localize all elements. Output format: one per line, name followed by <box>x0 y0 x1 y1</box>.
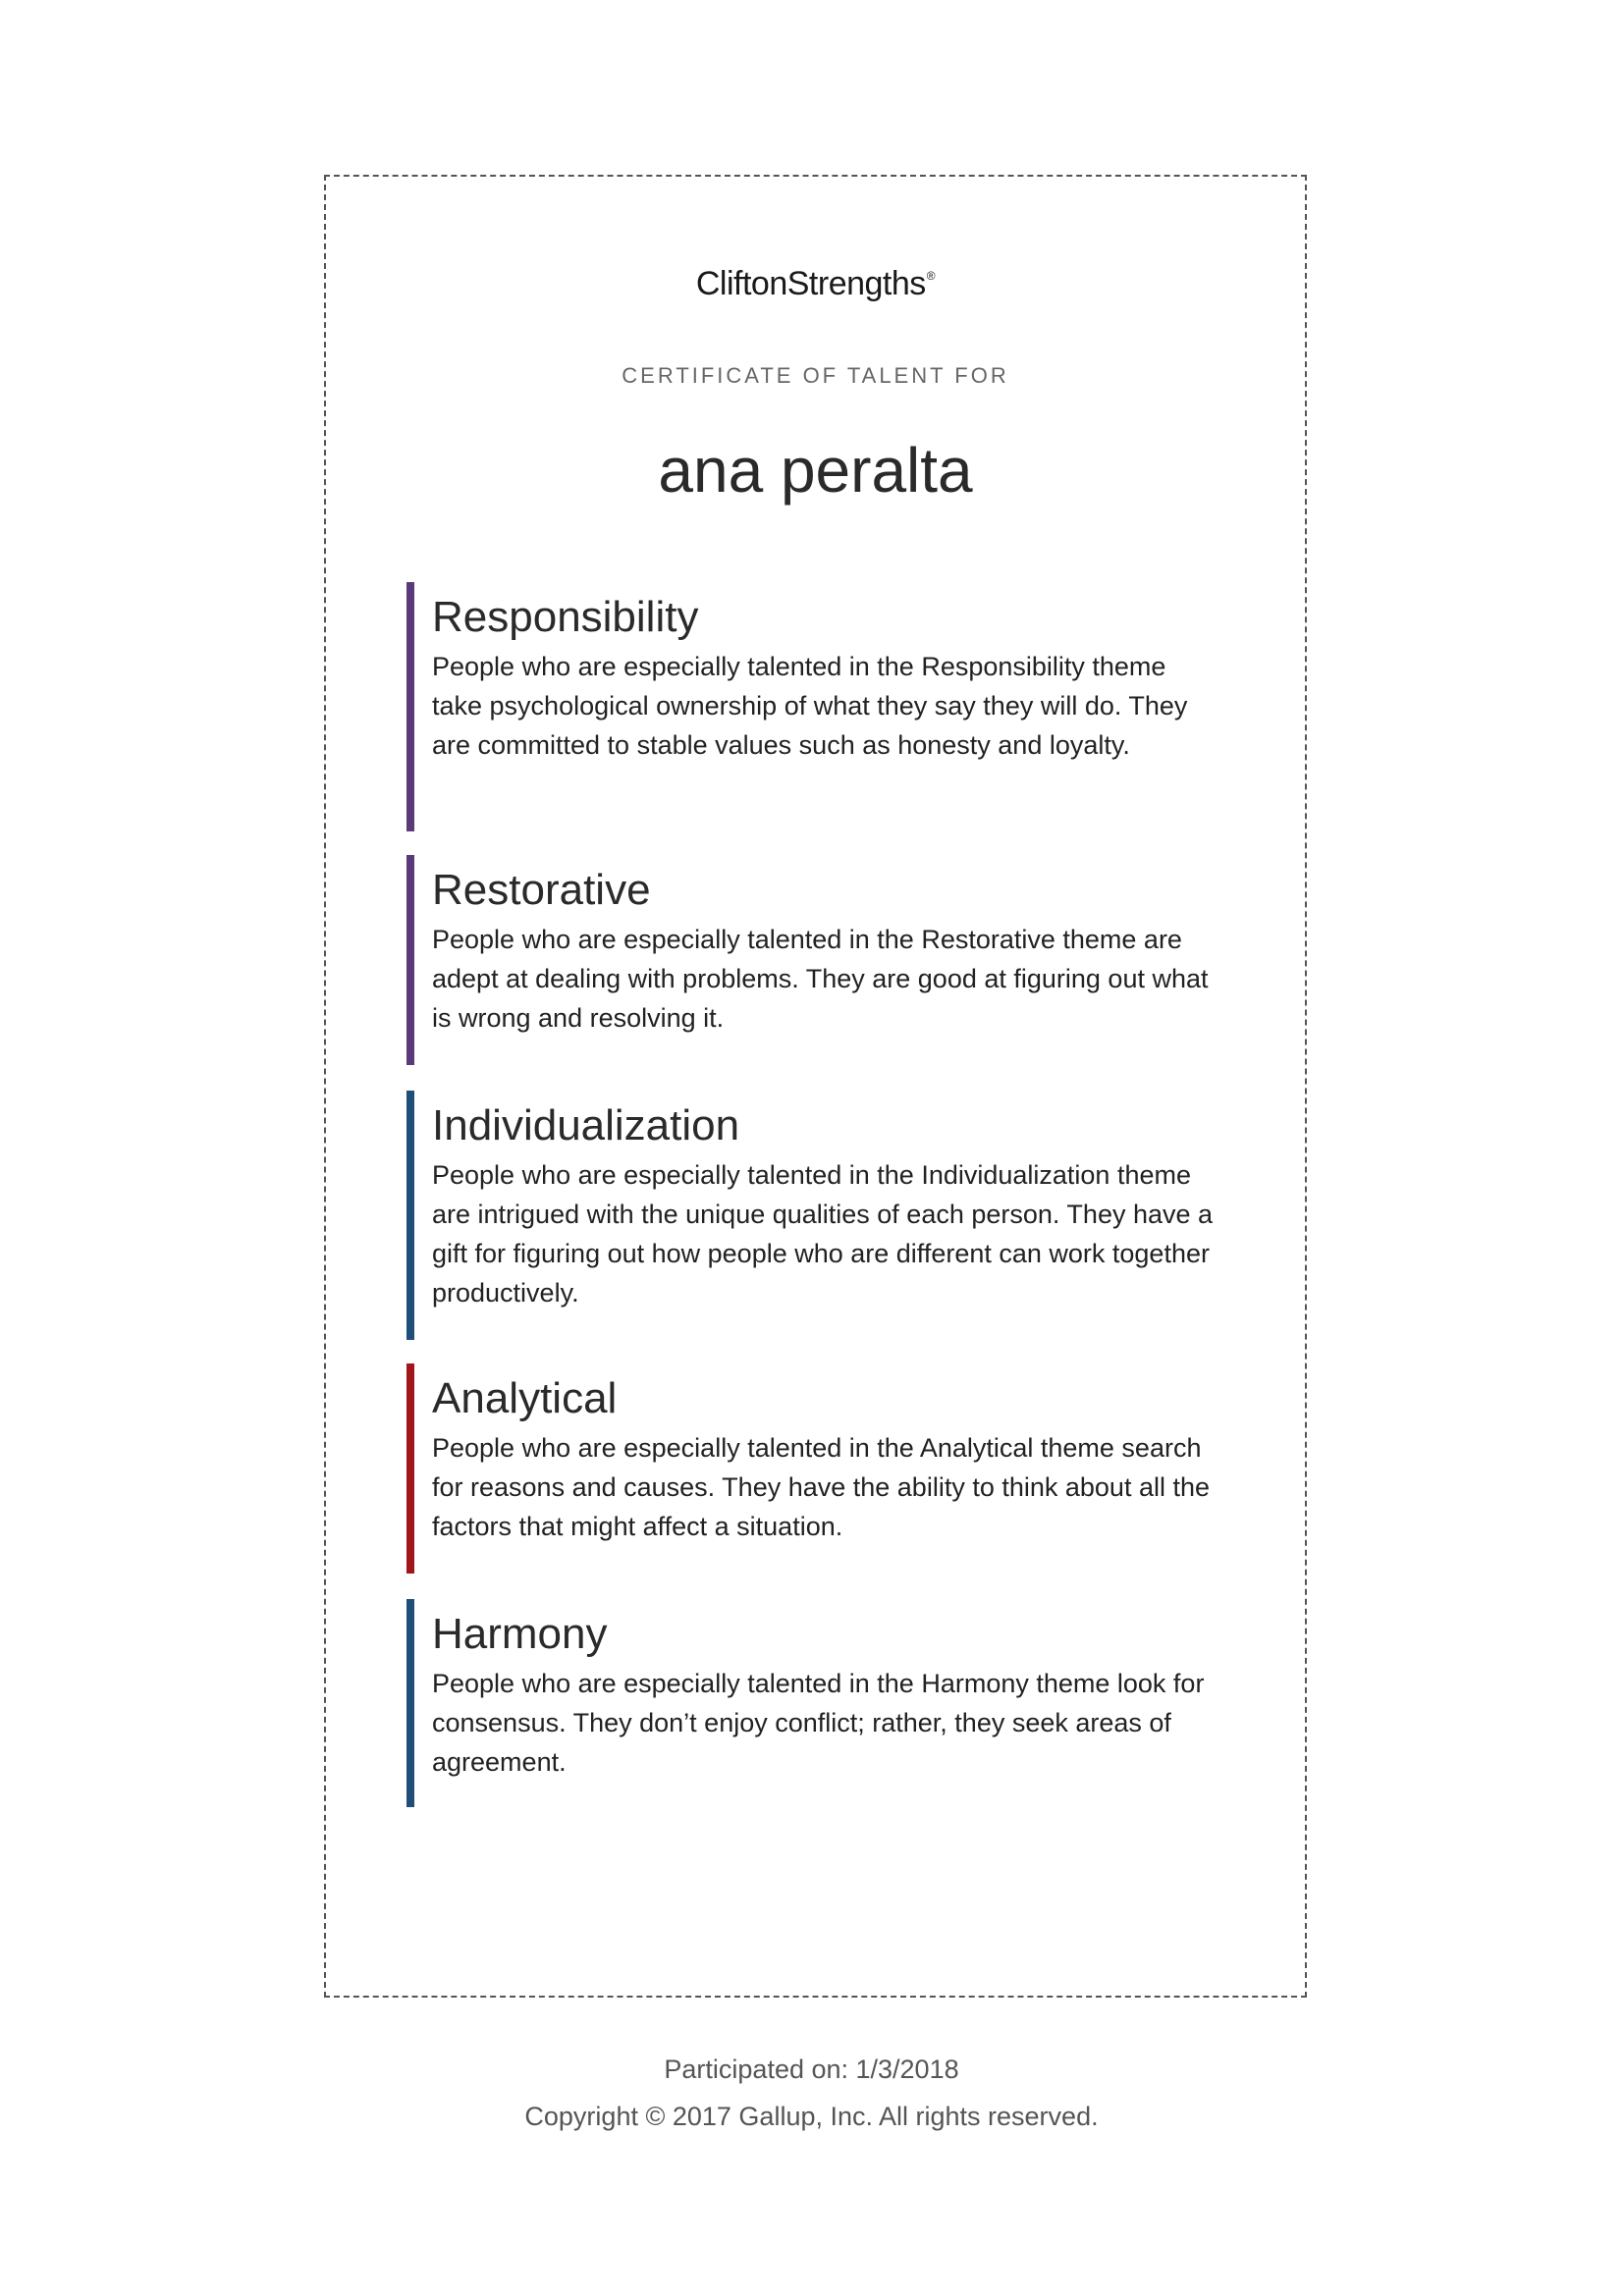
theme-list <box>406 582 1231 1807</box>
theme-title: Restorative <box>432 866 651 914</box>
participation-date: Participated on: 1/3/2018 <box>664 2055 959 2084</box>
registered-mark: ® <box>926 269 936 283</box>
theme-title: Responsibility <box>432 593 699 641</box>
certificate-frame <box>324 175 1307 1998</box>
theme-description: People who are especially talented in the Responsibility theme take psychological ownership of what they say they will do. They are committed to stable values such as honesty and loyalty. <box>432 652 1188 760</box>
theme-title: Harmony <box>432 1610 608 1658</box>
theme-title: Individualization <box>432 1101 740 1149</box>
theme-item-individualization <box>406 1091 1231 1340</box>
theme-color-bar <box>406 582 414 831</box>
theme-item-restorative <box>406 855 1231 1065</box>
theme-color-bar <box>406 855 414 1065</box>
copyright-notice: Copyright © 2017 Gallup, Inc. All rights reserved. <box>524 2102 1099 2131</box>
theme-item-responsibility <box>406 582 1231 831</box>
theme-description: People who are especially talented in the Harmony theme look for consensus. They don’t enjoy conflict; rather, they seek areas of agreement. <box>432 1669 1205 1777</box>
theme-color-bar <box>406 1091 414 1340</box>
theme-description: People who are especially talented in the Restorative theme are adept at dealing with problems. They are good at figuring out what is wrong and resolving it. <box>432 925 1209 1033</box>
theme-item-analytical <box>406 1363 1231 1574</box>
theme-color-bar <box>406 1363 414 1574</box>
recipient-name: ana peralta <box>658 435 973 506</box>
certificate-label: CERTIFICATE OF TALENT FOR <box>622 363 1009 388</box>
theme-color-bar <box>406 1599 414 1807</box>
theme-description: People who are especially talented in the Individualization theme are intrigued with the unique qualities of each person. They have a gift for figuring out how people who are different can work together productively. <box>432 1160 1214 1308</box>
theme-description: People who are especially talented in the Analytical theme search for reasons and causes. They have the ability to think about all the factors that might affect a situation. <box>432 1433 1210 1541</box>
theme-item-harmony <box>406 1599 1231 1807</box>
brand-name: CliftonStrengths <box>695 265 926 302</box>
theme-title: Analytical <box>432 1374 618 1422</box>
brand-logo <box>326 265 1305 303</box>
